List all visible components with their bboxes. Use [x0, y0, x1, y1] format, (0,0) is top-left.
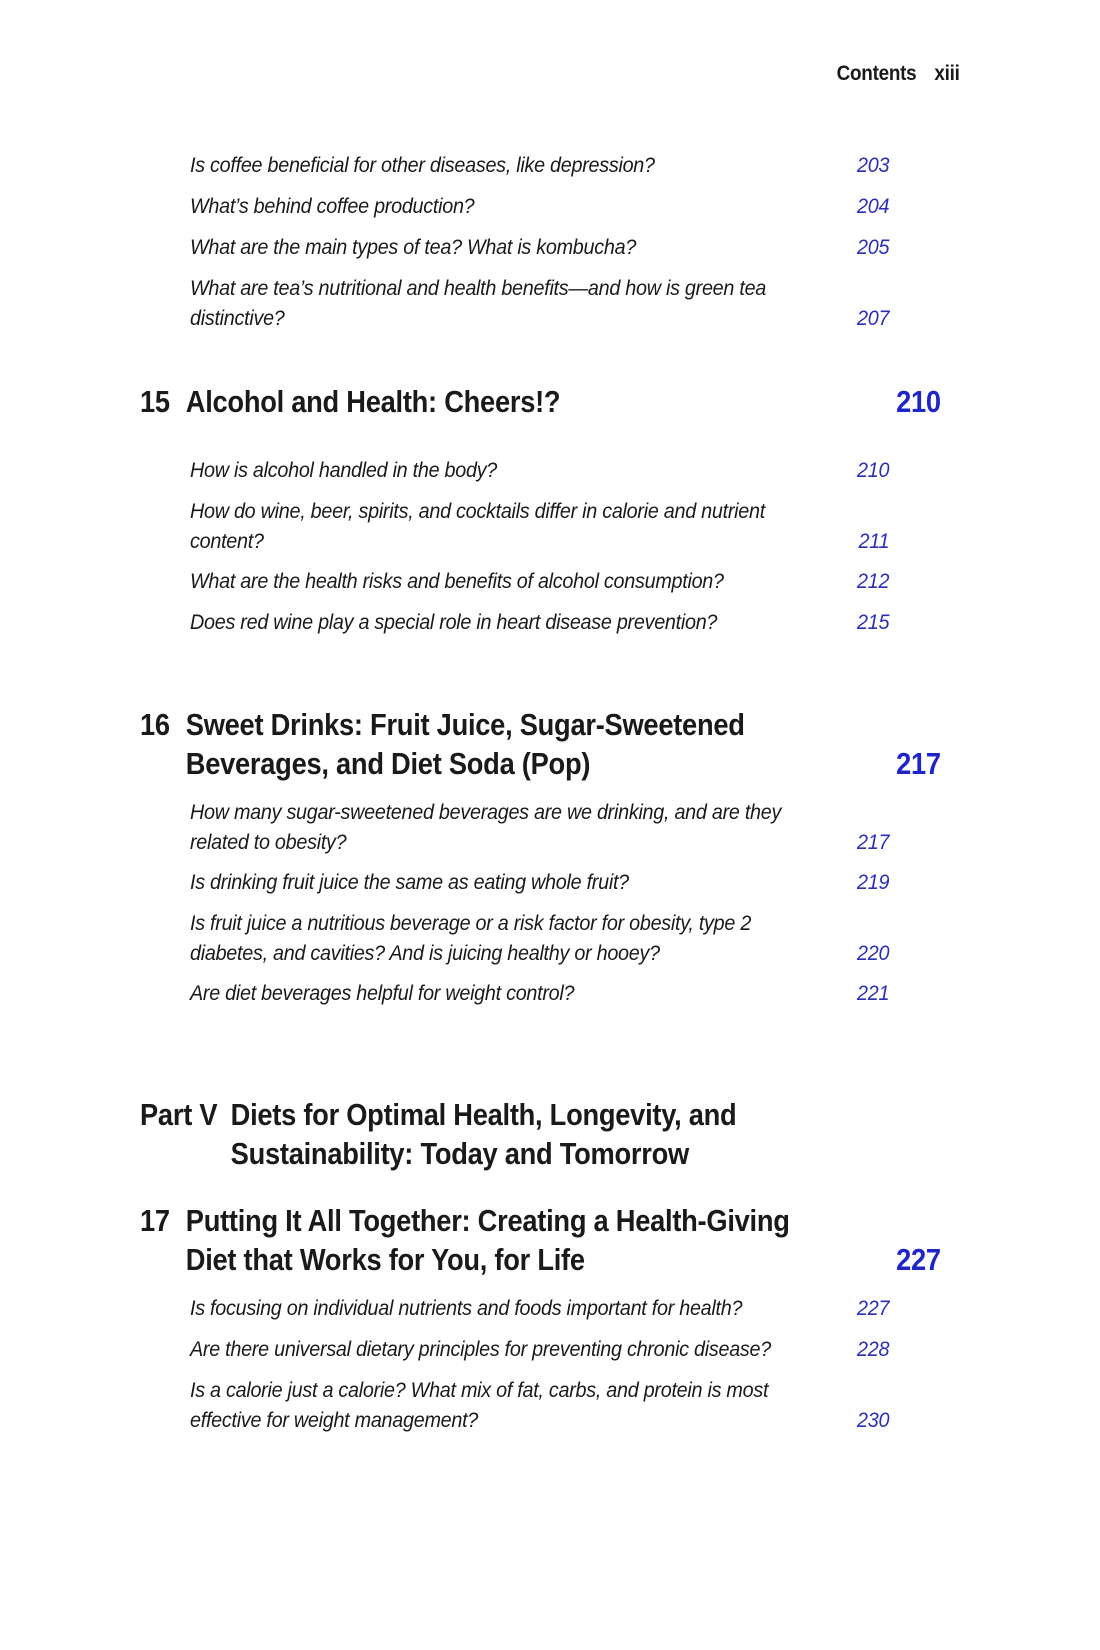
toc-entry-page[interactable]: 212: [857, 569, 890, 593]
toc-entry-text: Is focusing on individual nutrients and foods important for health?: [190, 1296, 743, 1320]
toc-entry-page[interactable]: 230: [857, 1408, 890, 1432]
toc-entry-text: What are the main types of tea? What is kombucha?: [190, 235, 637, 259]
chapter-page[interactable]: 217: [896, 746, 941, 781]
chapter-title: Alcohol and Health: Cheers!?: [185, 384, 561, 419]
header-page-number: xiii: [934, 62, 960, 85]
toc-entry[interactable]: [190, 455, 889, 485]
toc-entry-text: Are diet beverages helpful for weight control?: [190, 981, 575, 1005]
running-header: [837, 62, 960, 86]
part-label: Part V: [140, 1097, 218, 1132]
toc-entry-text: How is alcohol handled in the body?: [190, 458, 498, 482]
chapter-title: Sweet Drinks: Fruit Juice, Sugar-Sweetened Beverages, and Diet Soda (Pop): [185, 707, 745, 781]
toc-entry-text: How many sugar-sweetened beverages are we drinking, and are they related to obesity?: [190, 800, 782, 854]
chapter-heading[interactable]: [140, 1201, 941, 1279]
toc-entry-text: Does red wine play a special role in heart disease prevention?: [190, 610, 718, 634]
toc-entry[interactable]: [190, 607, 889, 637]
toc-entry[interactable]: [190, 867, 889, 897]
toc-entry-page[interactable]: 227: [857, 1296, 890, 1320]
toc-entry-page[interactable]: 215: [857, 610, 890, 634]
chapter-title: Putting It All Together: Creating a Health-Giving Diet that Works for You, for Life: [185, 1203, 790, 1277]
toc-entry[interactable]: [190, 191, 889, 221]
toc-entry[interactable]: [190, 273, 889, 333]
toc-entry-text: Is fruit juice a nutritious beverage or a risk factor for obesity, type 2 diabetes, and cavities? And is juicing healthy or hooey?: [190, 911, 752, 965]
part-title: Diets for Optimal Health, Longevity, and Sustainability: Today and Tomorrow: [230, 1097, 737, 1171]
toc-entry[interactable]: [190, 566, 889, 596]
toc-entry[interactable]: [190, 908, 889, 968]
toc-entry[interactable]: [190, 1293, 889, 1323]
toc-entry[interactable]: [190, 232, 889, 262]
toc-entry-text: What are the health risks and benefits of alcohol consumption?: [190, 569, 724, 593]
toc-entry-page[interactable]: 203: [857, 153, 890, 177]
toc-entry[interactable]: [190, 496, 889, 556]
toc-entry-page[interactable]: 204: [857, 194, 890, 218]
chapter-number: 17: [140, 1203, 170, 1238]
toc-entry-page[interactable]: 228: [857, 1337, 890, 1361]
part-heading: [140, 1095, 941, 1173]
chapter-heading[interactable]: [140, 705, 941, 783]
toc-entry-page[interactable]: 217: [857, 830, 890, 854]
toc-entry-page[interactable]: 220: [857, 941, 890, 965]
toc-entry-page[interactable]: 221: [857, 981, 890, 1005]
toc-entry-page[interactable]: 211: [858, 529, 890, 553]
toc-entry-text: Are there universal dietary principles for preventing chronic disease?: [190, 1337, 771, 1361]
toc-entry-page[interactable]: 219: [857, 870, 890, 894]
toc-entry-text: What’s behind coffee production?: [190, 194, 475, 218]
toc-entry-text: How do wine, beer, spirits, and cocktails differ in calorie and nutrient content?: [190, 499, 765, 553]
toc-entry-text: Is a calorie just a calorie? What mix of fat, carbs, and protein is most effective for weight management?: [190, 1378, 769, 1432]
toc-entry-page[interactable]: 207: [857, 306, 890, 330]
chapter-number: 16: [140, 707, 170, 742]
toc-entry-page[interactable]: 210: [857, 458, 890, 482]
header-section-title: Contents: [837, 62, 917, 85]
toc-entry[interactable]: [190, 150, 889, 180]
toc-entry[interactable]: [190, 797, 889, 857]
chapter-heading[interactable]: [140, 382, 941, 421]
toc-entry-text: What are tea’s nutritional and health benefits—and how is green tea distinctive?: [190, 276, 767, 330]
chapter-number: 15: [140, 384, 170, 419]
toc-entry-text: Is drinking fruit juice the same as eating whole fruit?: [190, 870, 629, 894]
toc-entry[interactable]: [190, 1375, 889, 1435]
toc-entry[interactable]: [190, 1334, 889, 1364]
chapter-page[interactable]: 227: [896, 1242, 941, 1277]
chapter-page[interactable]: 210: [896, 384, 941, 419]
toc-entry-text: Is coffee beneficial for other diseases, like depression?: [190, 153, 655, 177]
toc-entry-page[interactable]: 205: [857, 235, 890, 259]
toc-entry[interactable]: [190, 978, 889, 1008]
